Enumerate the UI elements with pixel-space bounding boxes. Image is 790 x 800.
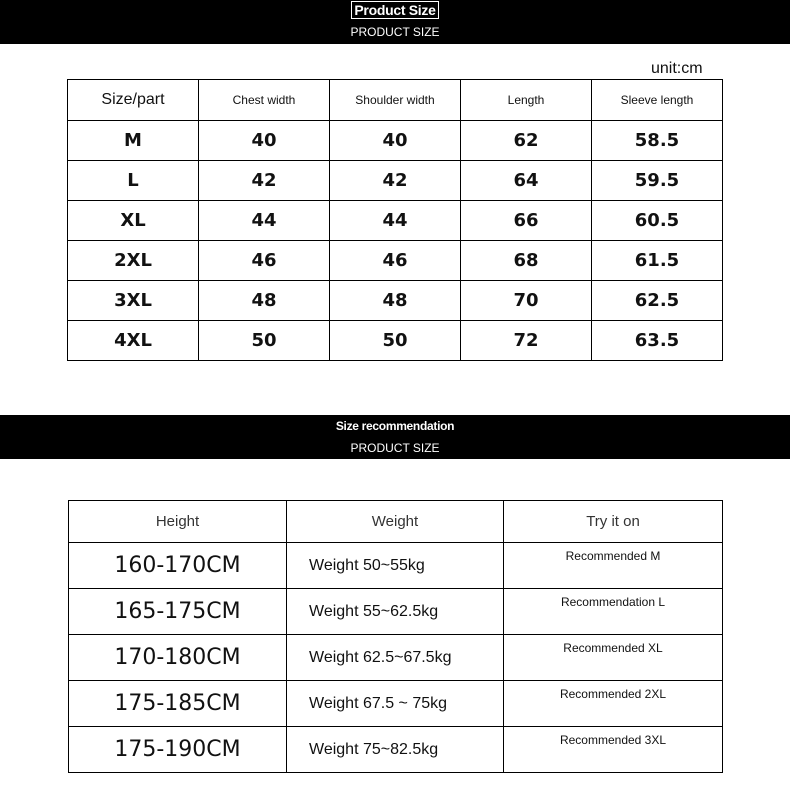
recommendation-cell: Recommended XL	[504, 635, 723, 681]
header-height: Height	[69, 501, 287, 543]
height-cell: 170-180CM	[69, 635, 287, 681]
table-row	[68, 161, 723, 201]
weight-cell: Weight 55~62.5kg	[287, 589, 504, 635]
unit-label: unit:cm	[651, 60, 703, 77]
size-recommendation-banner	[0, 415, 790, 459]
weight-cell: Weight 75~82.5kg	[287, 727, 504, 773]
size-table-header	[68, 80, 723, 121]
chest-cell: 42	[199, 161, 330, 201]
length-cell: 62	[461, 121, 592, 161]
banner-subtitle: PRODUCT SIZE	[350, 25, 440, 39]
sleeve-cell: 58.5	[592, 121, 723, 161]
shoulder-cell: 40	[330, 121, 461, 161]
table-row	[68, 241, 723, 281]
chest-cell: 44	[199, 201, 330, 241]
height-cell: 175-190CM	[69, 727, 287, 773]
size-cell: M	[68, 121, 199, 161]
table-row	[69, 681, 723, 727]
header-weight: Weight	[287, 501, 504, 543]
table-row	[69, 727, 723, 773]
banner-title: Product Size	[0, 2, 790, 18]
shoulder-cell: 48	[330, 281, 461, 321]
weight-cell: Weight 62.5~67.5kg	[287, 635, 504, 681]
recommendation-cell: Recommended 3XL	[504, 727, 723, 773]
height-cell: 165-175CM	[69, 589, 287, 635]
header-shoulder-width: Shoulder width	[330, 80, 461, 121]
rec-table-header	[69, 501, 723, 543]
header-try-it-on: Try it on	[504, 501, 723, 543]
height-cell: 175-185CM	[69, 681, 287, 727]
table-row	[68, 281, 723, 321]
size-chart-table	[67, 79, 723, 361]
shoulder-cell: 42	[330, 161, 461, 201]
recommendation-cell: Recommended 2XL	[504, 681, 723, 727]
sleeve-cell: 62.5	[592, 281, 723, 321]
sleeve-cell: 63.5	[592, 321, 723, 361]
shoulder-cell: 50	[330, 321, 461, 361]
table-row	[68, 201, 723, 241]
table-row	[69, 635, 723, 681]
chest-cell: 48	[199, 281, 330, 321]
chest-cell: 46	[199, 241, 330, 281]
size-cell: 2XL	[68, 241, 199, 281]
weight-cell: Weight 67.5 ~ 75kg	[287, 681, 504, 727]
chest-cell: 50	[199, 321, 330, 361]
size-recommendation-table	[68, 500, 723, 773]
length-cell: 70	[461, 281, 592, 321]
banner-title: Size recommendation	[335, 419, 455, 433]
size-cell: L	[68, 161, 199, 201]
length-cell: 66	[461, 201, 592, 241]
table-row	[68, 321, 723, 361]
chest-cell: 40	[199, 121, 330, 161]
sleeve-cell: 60.5	[592, 201, 723, 241]
header-sleeve-length: Sleeve length	[592, 80, 723, 121]
banner-subtitle: PRODUCT SIZE	[350, 441, 440, 455]
table-row	[68, 121, 723, 161]
length-cell: 64	[461, 161, 592, 201]
height-cell: 160-170CM	[69, 543, 287, 589]
size-cell: XL	[68, 201, 199, 241]
shoulder-cell: 44	[330, 201, 461, 241]
header-size-part: Size/part	[68, 80, 199, 121]
size-cell: 3XL	[68, 281, 199, 321]
weight-cell: Weight 50~55kg	[287, 543, 504, 589]
header-length: Length	[461, 80, 592, 121]
table-row	[69, 589, 723, 635]
sleeve-cell: 61.5	[592, 241, 723, 281]
recommendation-cell: Recommended M	[504, 543, 723, 589]
table-row	[69, 543, 723, 589]
length-cell: 68	[461, 241, 592, 281]
sleeve-cell: 59.5	[592, 161, 723, 201]
size-cell: 4XL	[68, 321, 199, 361]
length-cell: 72	[461, 321, 592, 361]
header-chest-width: Chest width	[199, 80, 330, 121]
shoulder-cell: 46	[330, 241, 461, 281]
recommendation-cell: Recommendation L	[504, 589, 723, 635]
product-size-banner	[0, 0, 790, 44]
